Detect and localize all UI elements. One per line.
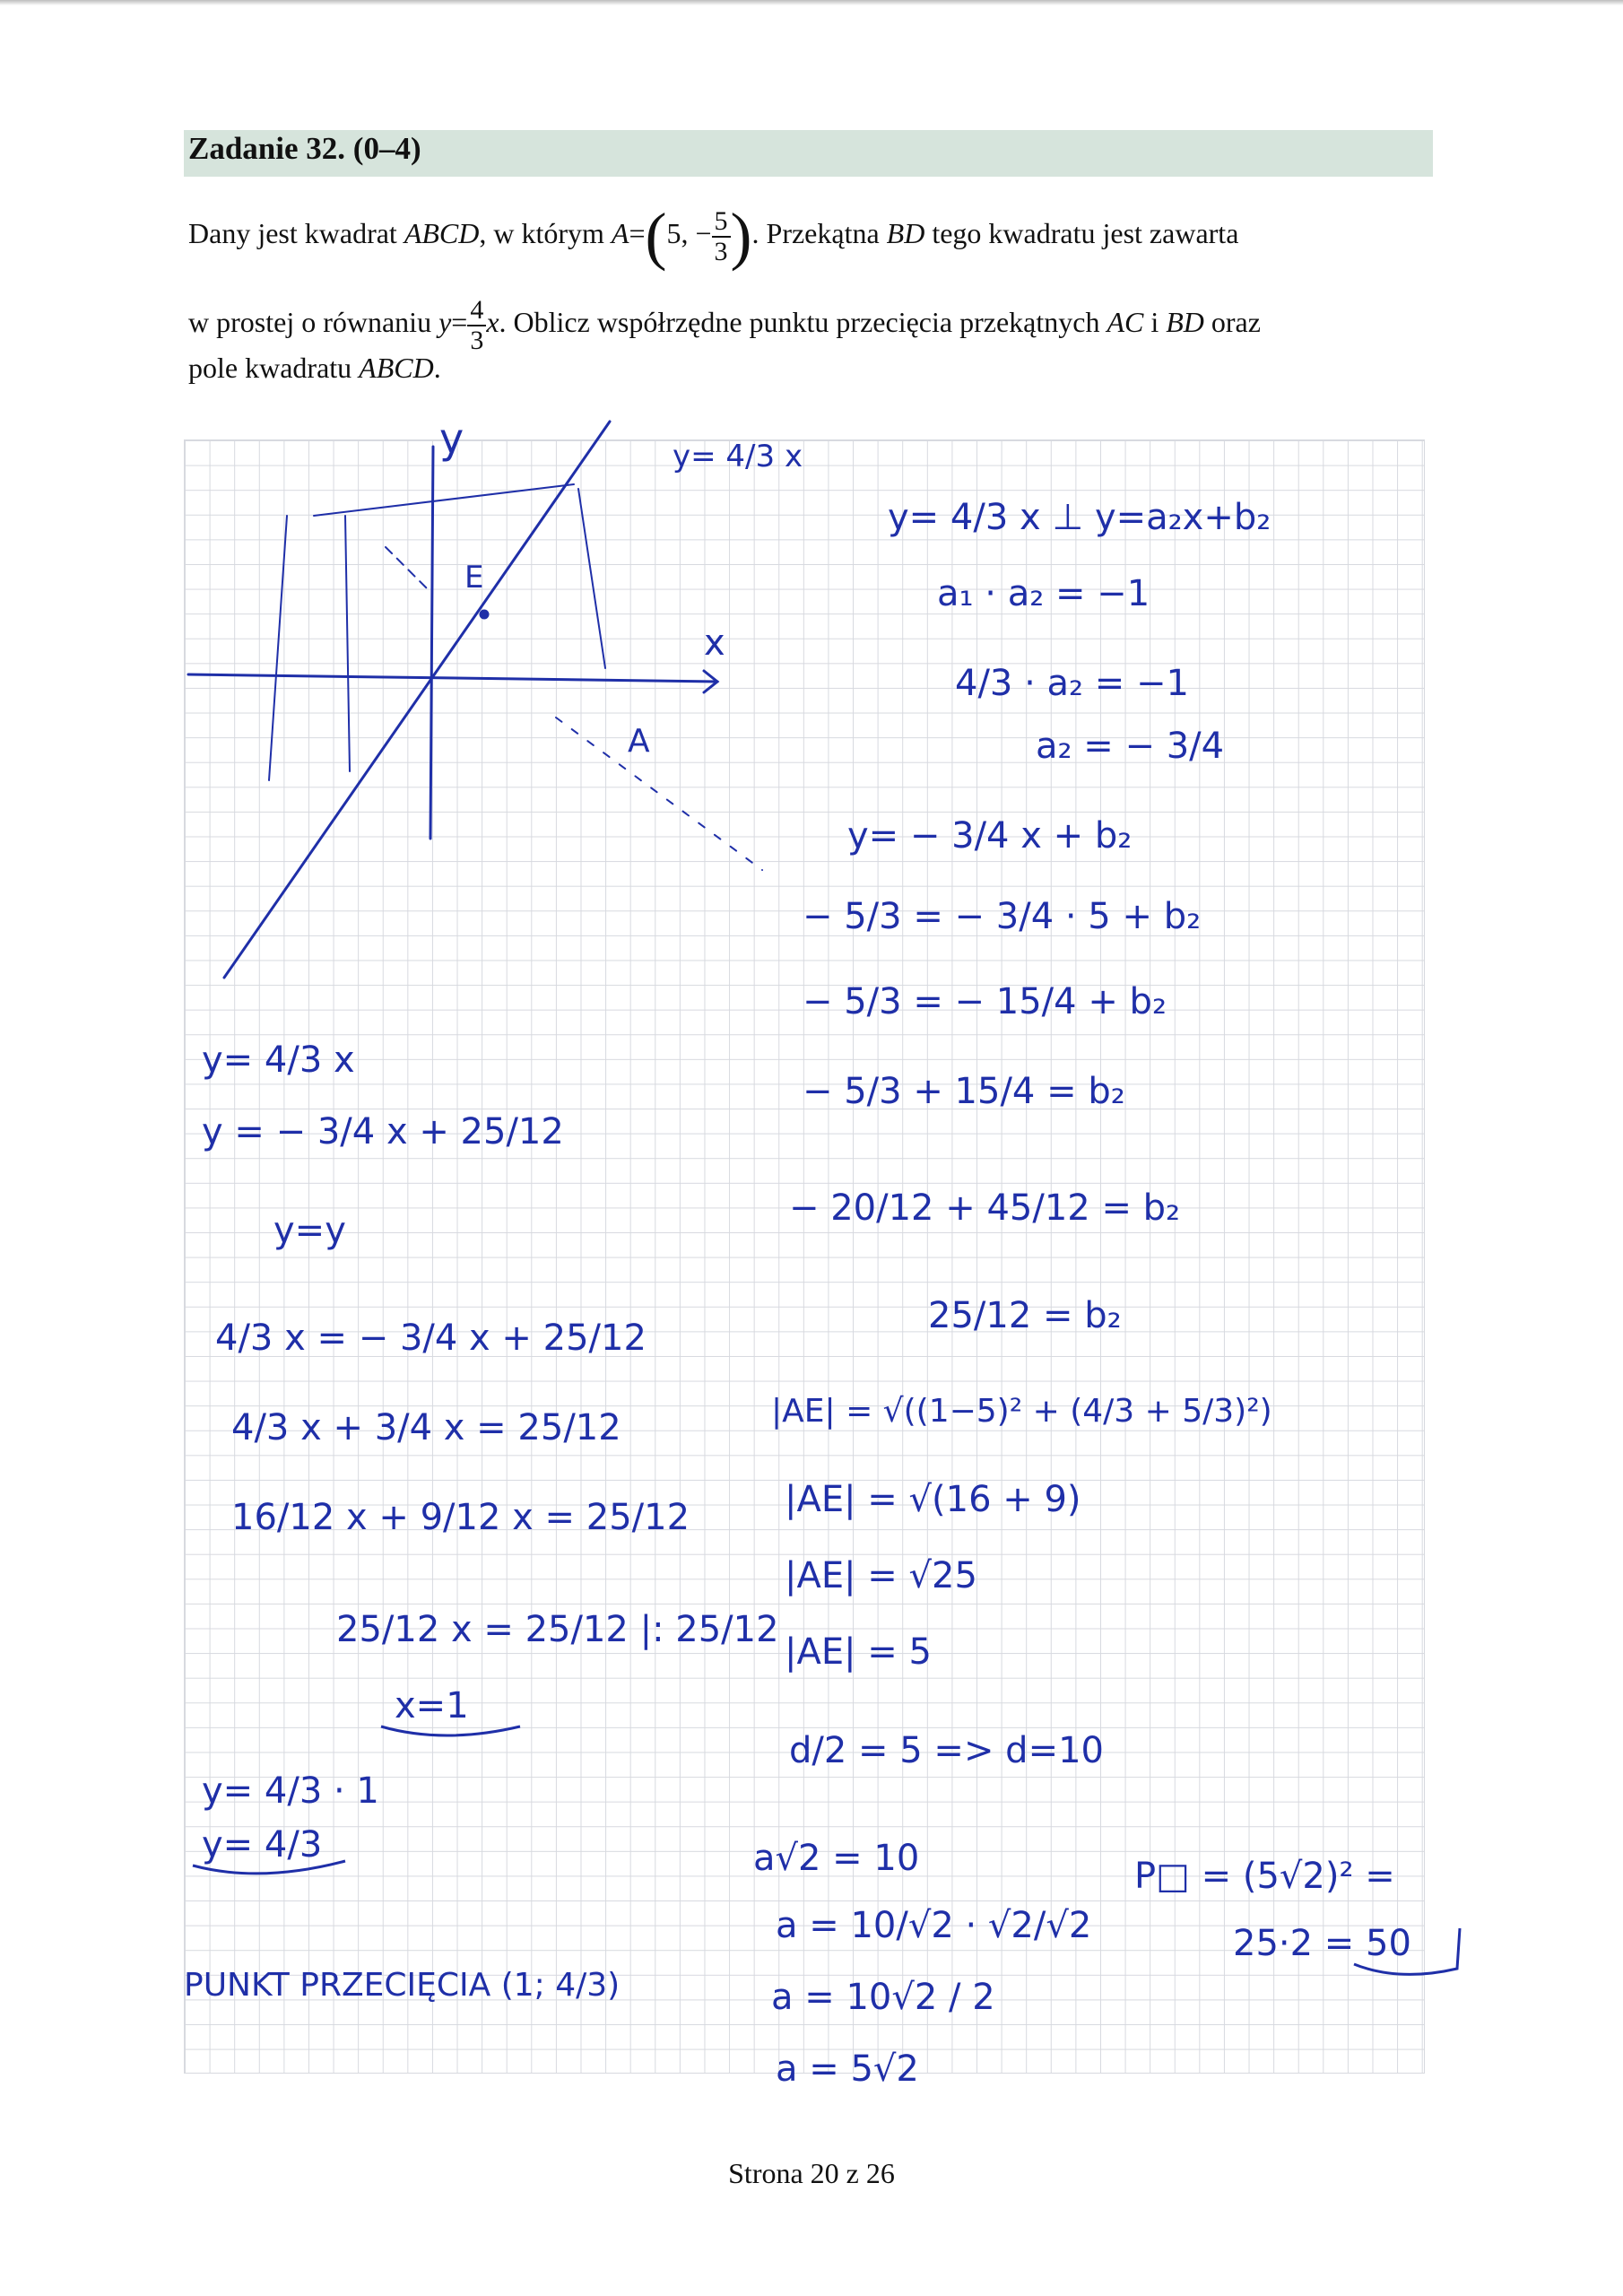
work-line: y= − 3/4 x + b₂ (847, 815, 1133, 857)
work-line: a = 10√2 / 2 (771, 1977, 995, 2018)
text-segment: tego kwadratu jest zawarta (932, 216, 1239, 249)
perpendicular-dash (556, 718, 762, 870)
work-line: |AE| = √((1−5)² + (4/3 + 5/3)²) (771, 1393, 1272, 1430)
text-segment: oraz (1211, 305, 1261, 338)
work-line: a = 10/√2 · √2/√2 (776, 1905, 1092, 1946)
equation-x: x (486, 305, 499, 338)
underline-x (381, 1726, 520, 1735)
work-line: a₁ · a₂ = −1 (937, 573, 1150, 614)
text-segment: , w którym (479, 216, 604, 249)
diagonal-line (224, 422, 610, 978)
sketch-axis-y: y (439, 414, 464, 463)
text-segment: i (1150, 305, 1159, 338)
square-side (578, 489, 605, 668)
equals-sign: = (451, 305, 468, 338)
square-side (345, 516, 350, 771)
work-line: y= 4/3 x ⊥ y=a₂x+b₂ (888, 497, 1271, 538)
text-segment: pole kwadratu (188, 352, 352, 384)
intersection-answer: PUNKT PRZECIĘCIA (1; 4/3) (184, 1967, 621, 2004)
work-line: y=y (273, 1210, 346, 1251)
work-line: 16/12 x + 9/12 x = 25/12 (231, 1497, 690, 1538)
coordinate-sketch (188, 422, 762, 978)
work-line: |AE| = √25 (785, 1555, 977, 1596)
work-line: 4/3 x = − 3/4 x + 25/12 (215, 1318, 647, 1359)
diagonal-ac: AC (1107, 305, 1144, 338)
text-segment: . Oblicz współrzędne punktu przecięcia przekątnych (499, 305, 1100, 338)
y-axis-line (430, 447, 433, 839)
result-x: x=1 (395, 1685, 469, 1726)
square-side (314, 484, 574, 516)
text-segment: . Przekątna (751, 216, 880, 249)
fraction-denominator: 3 (470, 325, 484, 355)
page-number: Strona 20 z 26 (728, 2157, 895, 2189)
equals-sign: = (629, 216, 646, 249)
square-name: ABCD (404, 216, 480, 249)
work-line: − 20/12 + 45/12 = b₂ (789, 1187, 1181, 1229)
equation-y: y (438, 305, 452, 338)
fraction-numerator: 5 (712, 207, 731, 238)
work-line: 25/12 x = 25/12 |: 25/12 (336, 1609, 779, 1650)
x-axis-line (188, 674, 717, 682)
work-line: a√2 = 10 (753, 1838, 920, 1879)
work-line: d/2 = 5 => d=10 (789, 1730, 1104, 1771)
square-name: ABCD (359, 352, 434, 384)
work-line: |AE| = √(16 + 9) (785, 1479, 1081, 1520)
diagonal-bd: BD (1166, 305, 1204, 338)
text-segment: w prostej o równaniu (188, 305, 432, 338)
point-e-dot (481, 611, 488, 618)
text-segment: . (433, 352, 441, 384)
fraction-numerator: 4 (467, 296, 486, 326)
work-line: − 5/3 = − 3/4 · 5 + b₂ (803, 896, 1202, 937)
result-y: y= 4/3 (202, 1824, 323, 1866)
work-line: |AE| = 5 (785, 1631, 932, 1673)
point-a-label: A (611, 216, 629, 249)
left-column-work (184, 1039, 779, 2004)
work-line: 4/3 · a₂ = −1 (955, 663, 1189, 704)
area-result: 25·2 = 50 (1233, 1923, 1411, 1964)
work-line: 4/3 x + 3/4 x = 25/12 (231, 1407, 621, 1448)
sketch-point-e: E (464, 560, 484, 596)
b2-result: 25/12 = b₂ (928, 1295, 1122, 1336)
perpendicular-dash (386, 547, 430, 592)
task-title: Zadanie 32. (0–4) (188, 131, 421, 166)
sketch-point-a: A (628, 723, 650, 760)
right-column-work (753, 497, 1411, 2090)
work-line: y= 4/3 · 1 (202, 1770, 379, 1812)
work-line: a = 5√2 (776, 2048, 919, 2090)
fraction-denominator: 3 (714, 236, 728, 266)
left-paren: ( (645, 200, 667, 272)
work-line: a₂ = − 3/4 (1036, 726, 1225, 767)
work-line: − 5/3 = − 15/4 + b₂ (803, 981, 1167, 1022)
work-line: y = − 3/4 x + 25/12 (202, 1111, 564, 1152)
diagonal-bd: BD (886, 216, 925, 249)
work-line: y= 4/3 x (202, 1039, 355, 1081)
sketch-line-label: y= 4/3 x (673, 439, 803, 474)
text-segment: Dany jest kwadrat (188, 216, 397, 249)
point-a-coordinates: 5, − (666, 216, 712, 249)
sketch-axis-x: x (704, 622, 725, 664)
square-side (269, 516, 287, 780)
work-line: P□ = (5√2)² = (1134, 1856, 1395, 1897)
work-line: − 5/3 + 15/4 = b₂ (803, 1071, 1125, 1112)
right-paren: ) (730, 200, 752, 272)
